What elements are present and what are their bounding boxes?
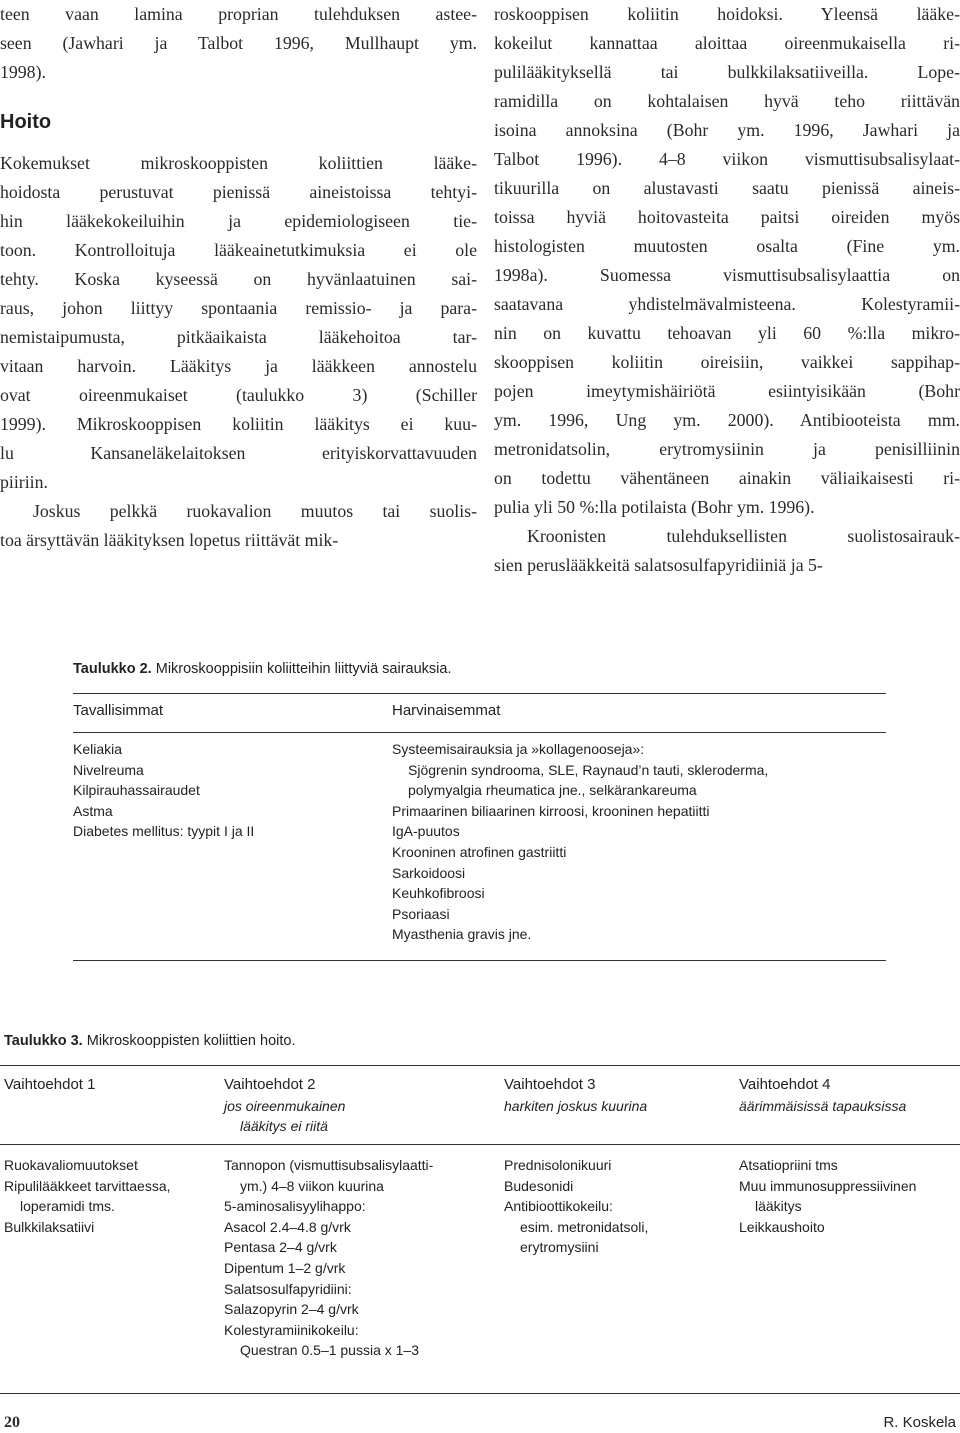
table-cell: 5-aminosalisyylihappo: xyxy=(224,1198,366,1215)
table2-header-common: Tavallisimmat xyxy=(73,702,164,719)
text-line: 1998). xyxy=(0,62,46,82)
column-title: Vaihtoehdot 3 xyxy=(504,1076,596,1093)
paragraph-medication xyxy=(494,0,960,522)
table-cell: Nivelreuma xyxy=(73,761,144,778)
text-line: vitaan harvoin. Lääkitys ja lääkkeen annostelu xyxy=(0,356,477,376)
table-cell: Sjögrenin syndrooma, SLE, Raynaud’n tauti, skleroderma, xyxy=(408,761,769,778)
table-cell: Systeemisairauksia ja »kollagenooseja»: xyxy=(392,741,645,757)
column-title: Vaihtoehdot 1 xyxy=(4,1076,96,1093)
text-line: seen (Jawhari ja Talbot 1996, Mullhaupt ym. xyxy=(0,33,477,53)
paragraph-treatment xyxy=(0,149,477,497)
table2-col-common xyxy=(73,739,254,842)
table-cell: Krooninen atrofinen gastriitti xyxy=(392,843,567,860)
text-line: histologisten muutosten osalta (Fine ym. xyxy=(494,236,960,256)
text-line: toissa hyviä hoitovasteita paitsi oireiden myös xyxy=(494,207,960,227)
table2-header-rule xyxy=(73,732,886,733)
table-cell: Kilpirauhassairaudet xyxy=(73,782,200,799)
table3-top-rule xyxy=(0,1065,960,1066)
table-cell: Keliakia xyxy=(73,741,123,757)
table3-title: Mikroskooppisten koliittien hoito. xyxy=(86,1033,296,1049)
text-line: sien peruslääkkeitä salatsosulfapyridiiniä ja 5- xyxy=(494,555,823,575)
column-subtitle: lääkitys ei riitä xyxy=(240,1118,328,1135)
table3-col-body xyxy=(4,1155,171,1237)
table-cell: Questran 0.5–1 pussia x 1–3 xyxy=(240,1342,420,1359)
table3-bottom-rule xyxy=(0,1393,960,1394)
text-line: hin lääkekokeiluihin ja epidemiologiseen tie- xyxy=(0,211,477,231)
text-line: skooppisen koliitin oireisiin, vaikkei sappihap- xyxy=(494,352,960,372)
text-line: 1999). Mikroskooppisen koliitin lääkitys ei kuu- xyxy=(0,414,477,434)
table-cell: loperamidi tms. xyxy=(20,1198,115,1215)
table3-header-rule xyxy=(0,1144,960,1145)
text-line: hoidosta perustuvat pienissä aineistoissa tehtyi- xyxy=(0,182,477,202)
table-cell: Diabetes mellitus: tyypit I ja II xyxy=(73,823,255,840)
text-line: tikuurilla on alustavasti saatu pienissä aineis- xyxy=(494,178,960,198)
page-number: 20 xyxy=(4,1414,20,1431)
table-cell: Ruokavaliomuutokset xyxy=(4,1157,138,1173)
text-line: tehty. Koska kyseessä on hyvänlaatuinen sai- xyxy=(0,269,477,289)
table-cell: Pentasa 2–4 g/vrk xyxy=(224,1239,337,1256)
table2-label: Taulukko 2. xyxy=(73,661,152,677)
table3-label: Taulukko 3. xyxy=(4,1033,83,1049)
table-cell: Keuhkofibroosi xyxy=(392,885,485,902)
table-cell: Ripulilääkkeet tarvittaessa, xyxy=(4,1177,171,1194)
table-cell: lääkitys xyxy=(755,1198,802,1215)
table-cell: Tannopon (vismuttisubsalisylaatti- xyxy=(224,1157,434,1173)
table-cell: Leikkaushoito xyxy=(739,1218,825,1235)
table-cell: Atsatiopriini tms xyxy=(739,1157,838,1173)
table3-col-body xyxy=(504,1155,648,1258)
table-cell: Antibioottikokeilu: xyxy=(504,1198,613,1215)
table-cell: Salazopyrin 2–4 g/vrk xyxy=(224,1301,359,1318)
text-line: on todettu vähentäneen ainakin väliaikaisesti ri- xyxy=(494,468,960,488)
table3-col-header xyxy=(4,1075,95,1096)
table3-col-header xyxy=(504,1075,647,1116)
right-column xyxy=(494,0,960,580)
text-line: isoina annoksina (Bohr ym. 1996, Jawhari ja xyxy=(494,120,960,140)
table-cell: polymyalgia rheumatica jne., selkärankareuma xyxy=(408,782,697,799)
column-title: Vaihtoehdot 4 xyxy=(739,1076,831,1093)
table-cell: Salatsosulfapyridiini: xyxy=(224,1280,352,1297)
table-cell: ym.) 4–8 viikon kuurina xyxy=(240,1177,384,1194)
table-cell: Budesonidi xyxy=(504,1177,574,1194)
table2-top-rule xyxy=(73,693,886,694)
column-subtitle: harkiten joskus kuurina xyxy=(504,1097,648,1114)
text-line: toa ärsyttävän lääkityksen lopetus riittävät mik- xyxy=(0,530,339,550)
column-title: Vaihtoehdot 2 xyxy=(224,1076,316,1093)
text-line: toon. Kontrolloituja lääkeainetutkimuksia ei ole xyxy=(0,240,477,260)
table-cell: Muu immunosuppressiivinen xyxy=(739,1177,917,1194)
text-line: roskooppisen koliitin hoidoksi. Yleensä lääke- xyxy=(494,4,960,24)
table2-bottom-rule xyxy=(73,960,886,961)
text-line: Kroonisten tulehduksellisten suolistosairauk- xyxy=(527,526,960,546)
text-line: pojen imeytymishäiriötä esiintyisikään (Bohr xyxy=(494,381,960,401)
table2-title: Mikroskooppisiin koliitteihin liittyviä sairauksia. xyxy=(155,661,452,677)
author-name: R. Koskela xyxy=(883,1414,956,1431)
text-line: ramidilla on kohtalaisen hyvä teho riittävän xyxy=(494,91,960,111)
text-line: piiriin. xyxy=(0,472,48,492)
table-cell: Sarkoidoosi xyxy=(392,864,466,881)
table2-col-rare xyxy=(392,739,768,945)
text-line: nin on kuvattu tehoavan yli 60 %:lla mikro- xyxy=(494,323,960,343)
column-subtitle: äärimmäisissä tapauksissa xyxy=(739,1097,907,1114)
column-subtitle: jos oireenmukainen xyxy=(224,1097,346,1114)
table3-col-body xyxy=(224,1155,433,1361)
paragraph-chronic xyxy=(494,522,960,580)
text-line: Kokemukset mikroskooppisten koliittien lääke- xyxy=(0,153,477,173)
text-line: Joskus pelkkä ruokavalion muutos tai suolis- xyxy=(33,501,477,521)
table3-col-header xyxy=(739,1075,906,1116)
table-cell: Prednisolonikuuri xyxy=(504,1157,612,1173)
text-line: saatavana yhdistelmävalmisteena. Kolestyramii- xyxy=(494,294,960,314)
table2-header-rare: Harvinaisemmat xyxy=(392,702,501,719)
text-line: kokeilut kannattaa aloittaa oireenmukaisella ri- xyxy=(494,33,960,53)
table-cell: Psoriaasi xyxy=(392,905,450,922)
text-line: Talbot 1996). 4–8 viikon vismuttisubsalisylaat- xyxy=(494,149,960,169)
table3-col-header xyxy=(224,1075,345,1137)
text-line: ym. 1996, Ung ym. 2000). Antibiooteista mm. xyxy=(494,410,960,430)
left-column xyxy=(0,0,477,555)
paragraph-diet xyxy=(0,497,477,555)
table-cell: erytromysiini xyxy=(520,1239,599,1256)
section-heading: Hoito xyxy=(0,111,52,133)
text-line: teen vaan lamina proprian tulehduksen astee- xyxy=(0,4,477,24)
table-cell: Bulkkilaksatiivi xyxy=(4,1218,95,1235)
text-line: ovat oireenmukaiset (taulukko 3) (Schiller xyxy=(0,385,477,405)
table-cell: Kolestyramiinikokeilu: xyxy=(224,1321,359,1338)
table2-caption xyxy=(73,660,451,678)
table-cell: esim. metronidatsoli, xyxy=(520,1218,649,1235)
paragraph-intro xyxy=(0,0,477,87)
text-line: nemistaipumusta, pitkäaikaista lääkehoitoa tar- xyxy=(0,327,477,347)
text-line: lu Kansaneläkelaitoksen erityiskorvattavuuden xyxy=(0,443,477,463)
text-line: metronidatsolin, erytromysiinin ja penisilliinin xyxy=(494,439,960,459)
table-cell: Astma xyxy=(73,802,113,819)
text-line: pulilääkityksellä tai bulkkilaksatiiveilla. Lope- xyxy=(494,62,960,82)
text-line: 1998a). Suomessa vismuttisubsalisylaattia on xyxy=(494,265,960,285)
table-cell: IgA-puutos xyxy=(392,823,460,840)
table3-caption xyxy=(4,1032,295,1050)
table-cell: Primaarinen biliaarinen kirroosi, krooninen hepatiitti xyxy=(392,802,710,819)
table-cell: Myasthenia gravis jne. xyxy=(392,926,532,943)
text-line: raus, johon liittyy spontaania remissio- ja para- xyxy=(0,298,477,318)
table3-col-body xyxy=(739,1155,916,1237)
table-cell: Asacol 2.4–4.8 g/vrk xyxy=(224,1218,351,1235)
text-line: pulia yli 50 %:lla potilaista (Bohr ym. 1996). xyxy=(494,497,815,517)
table-cell: Dipentum 1–2 g/vrk xyxy=(224,1259,346,1276)
